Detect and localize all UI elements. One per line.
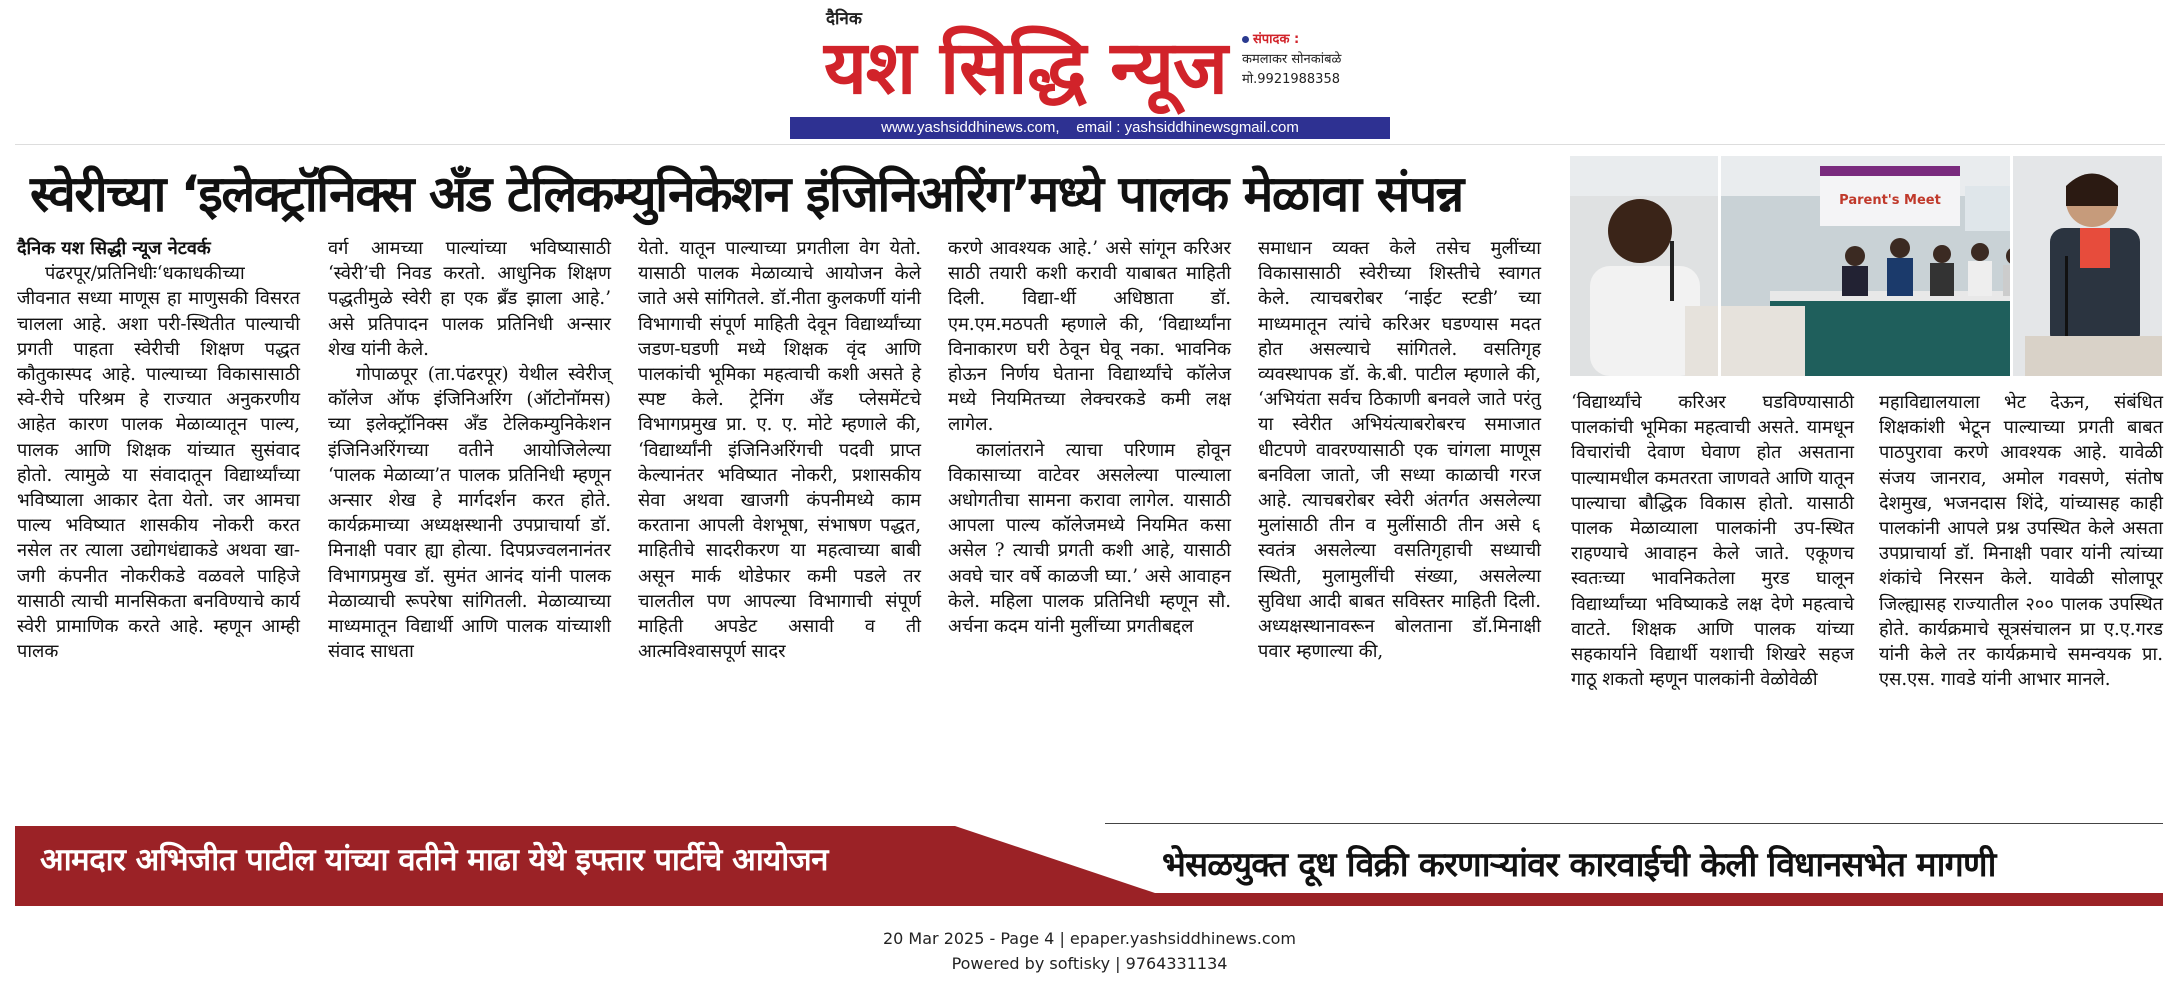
article-paragraph: गोपाळपूर (ता.पंढरपूर) येथील स्वेरीज् कॉलेज ऑफ इंजिनिअरिंग (ऑटोनॉमस) च्या इलेक्ट्रॉनिक्स अँड टेलिकम्युनिकेशन इंजिनिअरिंगच्या वतीने आयोजिलेल्या ‘पालक मेळाव्या’त पालक प्रतिनिधी म्हणून अन्सार शेख हे मार्गदर्शन करत होते. कार्यक्रमाच्या अध्यक्षस्थानी उपप्राचार्या डॉ. मिनाक्षी पवार ह्या होत्या. दिपप्रज्वलनानंतर विभागप्रमुख डॉ. सुमंत आनंद यांनी पालक मेळाव्याची रूपरेषा सांगितली. मेळाव्याच्या माध्यमातून विद्यार्थी आणि पालक यांच्याशी संवाद साधता	[328, 364, 611, 663]
editor-name: कमलाकर सोनकांबळे	[1242, 52, 1342, 67]
article-paragraph: करणे आवश्यक आहे.’ असे सांगून करिअर साठी तयारी कशी करावी याबाबत माहिती दिली. विद्या-र्थी अधिष्ठाता डॉ. एम.एम.मठपती म्हणाले की, ‘विद्यार्थ्यांना विनाकारण घरी ठेवून घेवू नका. भावनिक होऊन निर्णय घेताना विद्यार्थ्यांचे कॉलेज मध्ये नियमितच्या लेक्चरकडे कमी लक्ष लागेल.	[948, 238, 1231, 436]
editor-phone: मो.9921988358	[1242, 72, 1340, 87]
article-column-6	[1571, 390, 1854, 692]
article-paragraph: पंढरपूर/प्रतिनिधीः‘धकाधकीच्या जीवनात सध्या माणूस हा माणुसकी विसरत चालला आहे. अशा परी-स्थितीत पाल्याची प्रगती पाहता स्वेरीची शिक्षण पद्धत कौतुकास्पद आहे. पाल्याच्या विकासासाठी स्वे-रीचे परिश्रम हे राज्यात अनुकरणीय आहेत कारण पालक मेळाव्यातून पाल्य, पालक आणि शिक्षक यांच्यात सुसंवाद होतो. त्यामुळे या संवादातून विद्यार्थ्यांच्या भविष्याला आकार देता येतो. जर आमचा पाल्य भविष्यात शासकीय नोकरी करत नसेल तर त्याला उद्योगधंद्याकडे अथवा खा-जगी कंपनीत नोकरीकडे वळवले पाहिजे यासाठी त्याची मानसिकता बनविण्याचे कार्य स्वेरी प्रामाणिक करते आहे. म्हणून आम्ही पालक	[17, 263, 300, 663]
article-paragraph: येतो. यातून पाल्याच्या प्रगतीला वेग येतो. यासाठी पालक मेळाव्याचे आयोजन केले जाते असे सांगितले. डॉ.नीता कुलकर्णी यांनी विभागाची संपूर्ण माहिती देवून विद्यार्थ्यांच्या जडण-घडणी मध्ये शिक्षक वृंद आणि पालकांची भूमिका महत्वाची कशी असते हे स्पष्ट केले. ट्रेनिंग अँड प्लेसमेंटचे विभागप्रमुख प्रा. ए. ए. मोटे म्हणाले की, ‘विद्यार्थ्यांनी इंजिनिअरिंगची पदवी प्राप्त केल्यानंतर भविष्यात नोकरी, प्रशासकीय सेवा अथवा खाजगी कंपनीमध्ये काम करताना आपली वेशभूषा, संभाषण पद्धत, माहितीचे सादरीकरण या महत्वाच्या बाबी असून मार्क थोडेफार कमी पडले तर चालतील पण आपल्या विभागाची संपूर्ण माहिती अपडेट असावी व ती आत्मविश्वासपूर्ण सादर	[638, 238, 921, 663]
footer-date-page[interactable]: 20 Mar 2025 - Page 4 | epaper.yashsiddhinews.com	[882, 929, 1297, 948]
article-column-7	[1879, 390, 2163, 692]
article-column-2	[328, 236, 611, 664]
masthead-daily-label: दैनिक	[826, 9, 862, 29]
article-paragraph: महाविद्यालयाला भेट देऊन, संबंधित शिक्षकांशी भेटून पाल्याच्या प्रगती बाबत पाठपुरावा करणे आवश्यक आहे. यावेळी संजय जानराव, अमोल गवसणे, संतोष देशमुख, भजनदास शिंदे, यांच्यासह काही पालकांनी आपले प्रश्न उपस्थित केले असता उपप्राचार्या डॉ. मिनाक्षी पवार यांनी त्यांच्या शंकांचे निरसन केले. यावेळी सोलापूर जिल्ह्यासह राज्यातील २०० पालक उपस्थित होते. कार्यक्रमाचे सूत्रसंचालन प्रा ए.ए.गरड यांनी केले तर कार्यक्रमाचे समन्वयक प्रा. एस.एस. गावडे यांनी आभार मानले.	[1879, 392, 2163, 691]
photo-banner-text: Parent's Meet	[1839, 193, 1941, 208]
event-photo	[1570, 156, 2162, 376]
article-paragraph: कालांतराने त्याचा परिणाम होवून विकासाच्या वाटेवर असलेल्या पाल्याला अधोगतीचा सामना करावा लागेल. यासाठी आपला पाल्य कॉलेजमध्ये नियमित कसा असेल ? त्याची प्रगती कशी आहे, यासाठी अवघे चार वर्षे काळजी घ्या.’ असे आवाहन केले. महिला पालक प्रतिनिधी म्हणून सौ. अर्चना कदम यांनी मुलींच्या प्रगतीबद्दल	[948, 439, 1231, 638]
masthead	[790, 0, 1390, 140]
right-banner-headline[interactable]: भेसळयुक्त दूध विक्री करणाऱ्यांवर कारवाईची केली विधानसभेत मागणी	[1162, 845, 1996, 885]
masthead-editor-block	[1242, 30, 1341, 90]
article-byline: दैनिक यश सिद्धी न्यूज नेटवर्क	[17, 238, 211, 259]
article-column-5	[1258, 236, 1541, 664]
left-banner-headline[interactable]: आमदार अभिजीत पाटील यांच्या वतीने माढा येथे इफ्तार पार्टीचे आयोजन	[40, 842, 828, 878]
article-headline: स्वेरीच्या ‘इलेक्ट्रॉनिक्स अँड टेलिकम्युनिकेशन इंजिनिअरिंग’मध्ये पालक मेळावा संपन्न	[30, 165, 1463, 223]
editor-label: संपादक :	[1253, 32, 1300, 47]
masthead-contact-bar[interactable]: www.yashsiddhinews.com, email : yashsiddhinewsgmail.com	[790, 117, 1390, 139]
banner-red-strip	[15, 893, 2163, 906]
top-divider	[15, 144, 2165, 145]
masthead-title: यश सिद्धि न्यूज	[824, 25, 1227, 111]
article-paragraph: वर्ग आमच्या पाल्यांच्या भविष्यासाठी ‘स्वेरी’ची निवड करतो. आधुनिक शिक्षण पद्धतीमुळे स्वेरी हा एक ब्रँड झाला आहे.’ असे प्रतिपादन पालक प्रतिनिधी अन्सार शेख यांनी केले.	[328, 238, 611, 360]
bullet-icon	[1242, 36, 1249, 43]
footer-powered-by: Powered by softisky | 9764331134	[951, 954, 1228, 973]
page-footer	[0, 926, 2179, 976]
article-paragraph: समाधान व्यक्त केले तसेच मुलींच्या विकासासाठी स्वेरीच्या शिस्तीचे स्वागत केले. त्याचबरोबर ‘नाईट स्टडी’ च्या माध्यमातून त्यांचे करिअर घडण्यास मदत होत असल्याचे सांगितले. वसतिगृह व्यवस्थापक डॉ. के.बी. पाटील म्हणाले की, ‘अभियंता सर्वच ठिकाणी बनवले जाते परंतु या स्वेरीत अभियंत्याबरोबरच समाजात धीटपणे वावरण्यासाठी एक चांगला माणूस बनविला जातो, जी सध्या काळाची गरज आहे. त्याचबरोबर स्वेरी अंतर्गत असलेल्या मुलांसाठी तीन व मुलींसाठी तीन असे ६ स्वतंत्र असलेल्या वसतिगृहाची सध्याची स्थिती, मुलामुलींची संख्या, असलेल्या सुविधा आदी बाबत सविस्तर माहिती दिली. अध्यक्षस्थानावरून बोलताना डॉ.मिनाक्षी पवार म्हणाल्या की,	[1258, 238, 1541, 663]
article-column-4	[948, 236, 1231, 639]
article-paragraph: ‘विद्यार्थ्यांचे करिअर घडविण्यासाठी पालकांची भूमिका महत्वाची असते. यामधून विचारांची देवाण घेवाण होत असताना पाल्यामधील कमतरता जाणवते आणि यातून पाल्याचा बौद्धिक विकास होतो. यासाठी पालक मेळाव्याला पालकांनी उप-स्थित राहण्याचे आवाहन केले जाते. एकूणच स्वतःच्या भावनिकतेला मुरड घालून विद्यार्थ्यांच्या भविष्याकडे लक्ष देणे महत्वाचे वाटते. शिक्षक आणि पालक यांच्या सहकार्याने विद्यार्थी यशाची शिखरे सहज गाठू शकतो म्हणून पालकांनी वेळोवेळी	[1571, 392, 1854, 691]
banner-divider	[1105, 823, 2163, 824]
article-column-1	[17, 236, 300, 664]
article-column-3	[638, 236, 921, 664]
